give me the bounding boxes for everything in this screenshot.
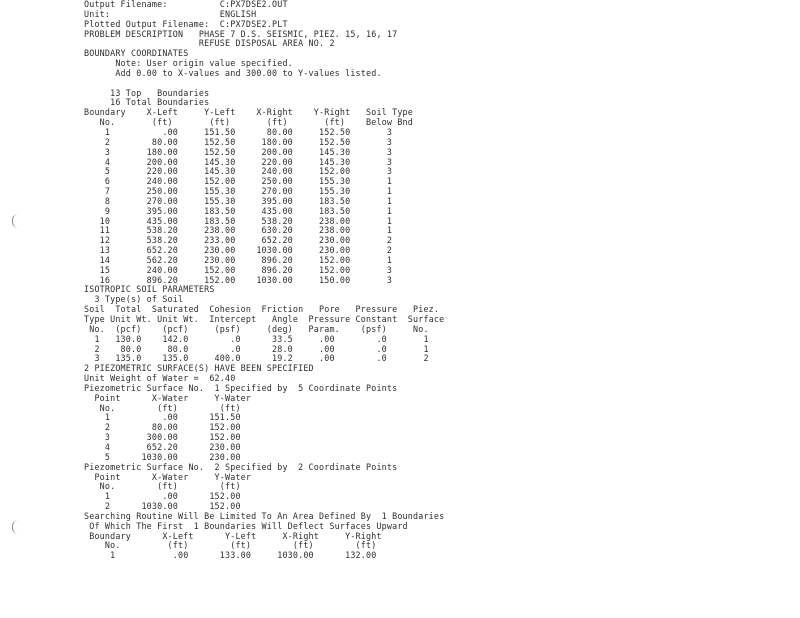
text-line: 14 562.20 230.00 896.20 152.00 1 <box>84 254 393 265</box>
text-line: Searching Routine Will Be Limited To An Area Defined By 1 Boundaries <box>84 510 445 521</box>
text-line: Add 0.00 to X-values and 300.00 to Y-values listed. <box>84 67 382 78</box>
text-line: 2 80.00 152.00 <box>84 422 241 433</box>
text-line: BOUNDARY COORDINATES <box>84 48 189 59</box>
text-line: 3 Type(s) of Soil <box>84 294 184 305</box>
text-line: No. (pcf) (pcf) (psf) (deg) Param. (psf) No. <box>84 323 429 334</box>
text-line: 8 270.00 155.30 395.00 183.50 1 <box>84 195 393 206</box>
text-line: 9 395.00 183.50 435.00 183.50 1 <box>84 205 393 216</box>
text-line: ISOTROPIC SOIL PARAMETERS <box>84 284 215 295</box>
text-line: 7 250.00 155.30 270.00 155.30 1 <box>84 186 393 197</box>
text-line: PROBLEM DESCRIPTION PHASE 7 D.S. SEISMIC, PIEZ. 15, 16, 17 <box>84 28 398 39</box>
text-line: No. (ft) (ft) <box>84 402 241 413</box>
text-line: Unit Weight of Water = 62.40 <box>84 373 236 384</box>
text-line: Point X-Water Y-Water <box>84 392 252 403</box>
binder-hole-mark <box>12 520 19 534</box>
text-line: Piezometric Surface No. 1 Specified by 5 Coordinate Points <box>84 382 398 393</box>
text-line: 3 300.00 152.00 <box>84 432 241 443</box>
text-line: 5 1030.00 230.00 <box>84 451 241 462</box>
text-line: Unit: ENGLISH <box>84 8 257 19</box>
text-line: Plotted Output Filename: C:PX7DSE2.PLT <box>84 18 288 29</box>
text-line: 4 652.20 230.00 <box>84 441 241 452</box>
text-line: 15 240.00 152.00 896.20 152.00 3 <box>84 264 393 275</box>
text-line: 5 220.00 145.30 240.00 152.00 3 <box>84 166 393 177</box>
text-line: Output Filename: C:PX7DSE2.OUT <box>84 0 288 9</box>
text-line: 1 .00 151.50 <box>84 412 241 423</box>
text-line: Piezometric Surface No. 2 Specified by 2 Coordinate Points <box>84 461 398 472</box>
binder-hole-mark <box>12 214 19 228</box>
text-line: 16 896.20 152.00 1030.00 150.00 3 <box>84 274 393 285</box>
text-line: 13 Top Boundaries <box>84 87 210 98</box>
text-line: Type Unit Wt. Unit Wt. Intercept Angle Pressure Constant Surface <box>84 314 445 324</box>
text-line: No. (ft) (ft) (ft) (ft) Below Bnd <box>84 117 413 128</box>
text-line: 4 200.00 145.30 220.00 145.30 3 <box>84 156 393 167</box>
text-line: 2 1030.00 152.00 <box>84 501 241 512</box>
text-line: Soil Total Saturated Cohesion Friction Pore Pressure Piez. <box>84 304 440 315</box>
text-line: 2 PIEZOMETRIC SURFACE(S) HAVE BEEN SPECIFIED <box>84 363 314 374</box>
text-line: Boundary X-Left Y-Left X-Right Y-Right Soil Type <box>84 107 413 118</box>
text-line: 1 130.0 142.0 .0 33.5 .00 .0 1 <box>84 333 429 344</box>
text-line: 3 180.00 152.50 200.00 145.30 3 <box>84 146 393 157</box>
text-line: 12 538.20 233.00 652.20 230.00 2 <box>84 235 393 246</box>
text-line: 1 .00 151.50 80.00 152.50 3 <box>84 126 393 137</box>
text-line: Point X-Water Y-Water <box>84 471 252 482</box>
slope-stability-output-listing <box>84 0 444 561</box>
text-line: Boundary X-Left Y-Left X-Right Y-Right <box>84 530 382 541</box>
text-line: No. (ft) (ft) (ft) (ft) <box>84 540 377 551</box>
text-line: No. (ft) (ft) <box>84 481 241 492</box>
text-line: 1 .00 133.00 1030.00 132.00 <box>84 550 377 561</box>
text-line: 3 135.0 135.0 400.0 19.2 .00 .0 2 <box>84 353 429 364</box>
text-line: Note: User origin value specified. <box>84 58 293 69</box>
text-line: Of Which The First 1 Boundaries Will Deflect Surfaces Upward <box>84 520 408 531</box>
text-line: REFUSE DISPOSAL AREA NO. 2 <box>84 38 335 49</box>
text-line: 13 652.20 230.00 1030.00 230.00 2 <box>84 245 393 256</box>
text-line: 1 .00 152.00 <box>84 491 241 502</box>
text-line: 16 Total Boundaries <box>84 97 210 108</box>
text-line: 6 240.00 152.00 250.00 155.30 1 <box>84 176 393 187</box>
text-line: 2 80.0 80.0 .0 28.0 .00 .0 1 <box>84 343 429 354</box>
text-line: 10 435.00 183.50 538.20 238.00 1 <box>84 215 393 226</box>
text-line: 2 80.00 152.50 180.00 152.50 3 <box>84 136 393 147</box>
text-line: 11 538.20 238.00 630.20 238.00 1 <box>84 225 393 236</box>
